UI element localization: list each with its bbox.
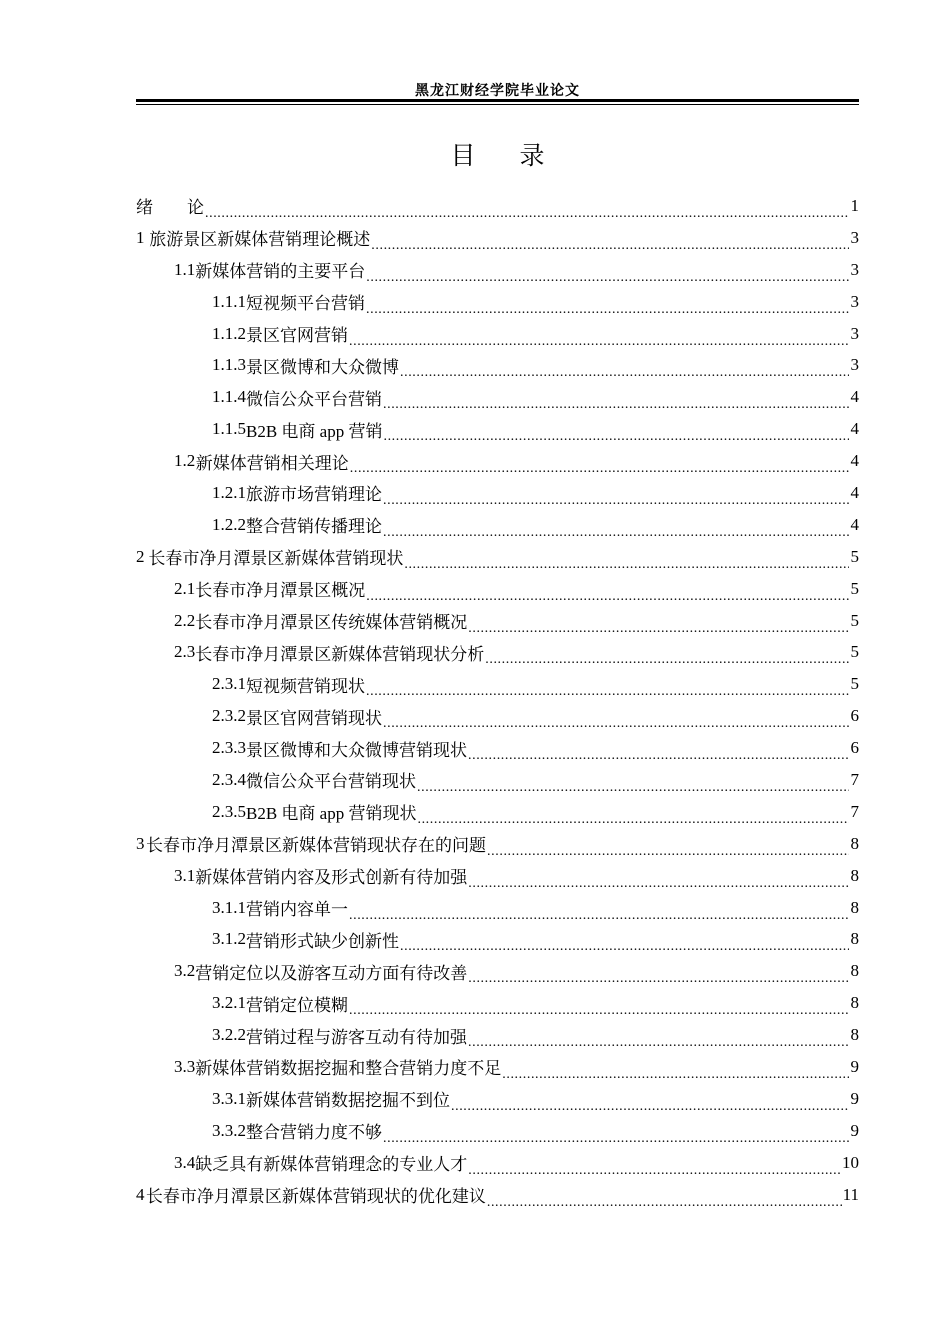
toc-entry[interactable] bbox=[136, 254, 859, 286]
toc-entry-label: 营销过程与游客互动有待加强 bbox=[246, 1027, 467, 1047]
toc-dot-leader bbox=[468, 744, 849, 760]
toc-entry-page: 4 bbox=[850, 387, 859, 407]
toc-dot-leader bbox=[468, 872, 849, 888]
toc-entry-page: 1 bbox=[850, 195, 859, 215]
toc-entry-page: 4 bbox=[850, 451, 859, 471]
toc-entry-page: 5 bbox=[850, 546, 859, 566]
toc-entry[interactable] bbox=[136, 349, 859, 381]
toc-entry-number: 3.3.2 bbox=[212, 1120, 246, 1140]
toc-entry[interactable] bbox=[136, 605, 859, 637]
toc-entry-label: 景区官网营销 bbox=[246, 326, 348, 345]
toc-dot-leader bbox=[417, 776, 849, 792]
toc-entry-number: 2.3 bbox=[174, 642, 196, 662]
toc-entry-number: 1.1.5 bbox=[212, 419, 246, 439]
toc-entry[interactable] bbox=[136, 892, 859, 924]
toc-entry-page: 5 bbox=[850, 610, 859, 630]
toc-dot-leader bbox=[468, 617, 849, 633]
toc-dot-leader bbox=[371, 234, 849, 250]
table-of-contents bbox=[136, 190, 859, 1211]
toc-dot-leader bbox=[349, 904, 849, 920]
toc-entry-number: 4 bbox=[136, 1184, 145, 1204]
toc-dot-leader bbox=[404, 553, 849, 569]
toc-dot-leader bbox=[383, 425, 849, 441]
toc-entry-label: 整合营销传播理论 bbox=[246, 517, 382, 537]
toc-entry-label: 长春市净月潭景区新媒体营销现状 bbox=[148, 549, 404, 569]
toc-dot-leader bbox=[205, 202, 849, 218]
toc-entry-number: 2.3.2 bbox=[212, 706, 246, 726]
toc-dot-leader bbox=[383, 1127, 849, 1143]
toc-entry-number: 3.1.2 bbox=[212, 929, 246, 949]
toc-entry-number: 2.3.1 bbox=[212, 674, 246, 694]
toc-entry-page: 6 bbox=[850, 706, 859, 726]
toc-entry-page: 8 bbox=[850, 961, 859, 981]
toc-entry-page: 8 bbox=[850, 1025, 859, 1045]
toc-title: 目录 bbox=[450, 141, 589, 170]
toc-entry-number: 3.2 bbox=[174, 961, 196, 981]
running-header: 黑龙江财经学院毕业论文 bbox=[415, 83, 580, 99]
toc-entry[interactable] bbox=[136, 923, 859, 955]
toc-entry-number: 1.2.1 bbox=[212, 482, 246, 502]
toc-entry-number: 3.3.1 bbox=[212, 1088, 246, 1108]
toc-entry-number: 2.3.5 bbox=[212, 801, 246, 821]
toc-entry-page: 8 bbox=[850, 929, 859, 949]
toc-entry-label: 旅游市场营销理论 bbox=[246, 485, 382, 505]
toc-entry[interactable] bbox=[136, 1147, 859, 1179]
toc-entry[interactable] bbox=[136, 318, 859, 350]
toc-dot-leader bbox=[417, 808, 849, 824]
toc-entry-number: 3.3 bbox=[174, 1056, 196, 1076]
header-rule-thick bbox=[136, 99, 859, 102]
toc-entry-number: 2.1 bbox=[174, 578, 196, 598]
toc-dot-leader bbox=[366, 680, 849, 696]
toc-entry-label: 微信公众平台营销 bbox=[246, 389, 382, 409]
toc-entry-page: 3 bbox=[850, 227, 859, 247]
toc-dot-leader bbox=[451, 1095, 849, 1111]
toc-entry-number: 3.2.1 bbox=[212, 993, 246, 1013]
toc-entry-page: 9 bbox=[850, 1056, 859, 1076]
toc-entry-page: 5 bbox=[850, 642, 859, 662]
toc-entry-number: 2.2 bbox=[174, 610, 196, 630]
toc-dot-leader bbox=[366, 585, 849, 601]
toc-entry[interactable] bbox=[136, 700, 859, 732]
toc-entry-page: 8 bbox=[850, 865, 859, 885]
toc-entry[interactable] bbox=[136, 541, 859, 573]
toc-entry-number: 2 bbox=[136, 546, 145, 566]
toc-entry-label: 短视频平台营销 bbox=[246, 294, 365, 314]
toc-entry-number: 3 bbox=[136, 833, 145, 853]
toc-entry-label: 整合营销力度不够 bbox=[246, 1123, 382, 1143]
toc-entry-page: 3 bbox=[850, 259, 859, 279]
toc-entry-label: 长春市净月潭景区新媒体营销现状存在的问题 bbox=[146, 836, 487, 856]
toc-entry-page: 5 bbox=[850, 578, 859, 598]
toc-entry-number: 1.1.1 bbox=[212, 291, 246, 311]
toc-entry[interactable] bbox=[136, 636, 859, 668]
toc-entry-page: 3 bbox=[850, 355, 859, 375]
toc-entry-page: 8 bbox=[850, 833, 859, 853]
header-rule-thin bbox=[136, 104, 859, 105]
toc-dot-leader bbox=[349, 330, 849, 346]
toc-entry[interactable] bbox=[136, 477, 859, 509]
toc-entry-label: B2B 电商 app 营销 bbox=[246, 421, 383, 441]
toc-entry-label: 景区官网营销现状 bbox=[246, 708, 382, 728]
toc-entry[interactable] bbox=[136, 381, 859, 413]
toc-entry-page: 4 bbox=[850, 514, 859, 534]
toc-dot-leader bbox=[468, 1159, 841, 1175]
toc-dot-leader bbox=[485, 648, 849, 664]
toc-entry-page: 8 bbox=[850, 993, 859, 1013]
toc-entry-label: 缺乏具有新媒体营销理念的专业人才 bbox=[195, 1155, 468, 1175]
toc-entry[interactable] bbox=[136, 764, 859, 796]
toc-entry-label: 微信公众平台营销现状 bbox=[246, 772, 416, 792]
toc-dot-leader bbox=[468, 1031, 849, 1047]
toc-dot-leader bbox=[502, 1063, 849, 1079]
toc-entry-label: 景区微博和大众微博 bbox=[246, 357, 399, 377]
toc-entry-number: 1.1 bbox=[174, 259, 196, 279]
toc-entry[interactable] bbox=[136, 828, 859, 860]
toc-entry[interactable] bbox=[136, 509, 859, 541]
toc-entry-label: 短视频营销现状 bbox=[246, 676, 365, 696]
toc-entry[interactable] bbox=[136, 668, 859, 700]
toc-entry-label: 新媒体营销数据挖掘不到位 bbox=[246, 1091, 450, 1111]
toc-entry-number: 3.2.2 bbox=[212, 1025, 246, 1045]
toc-entry[interactable] bbox=[136, 413, 859, 445]
toc-entry-label: 新媒体营销内容及形式创新有待加强 bbox=[195, 868, 468, 888]
toc-entry-page: 9 bbox=[850, 1120, 859, 1140]
toc-entry-label: 新媒体营销相关理论 bbox=[195, 453, 349, 473]
toc-entry-label: 新媒体营销的主要平台 bbox=[195, 262, 366, 282]
toc-entry[interactable] bbox=[136, 573, 859, 605]
toc-entry-number: 1.1.2 bbox=[212, 323, 246, 343]
toc-entry[interactable] bbox=[136, 445, 859, 477]
toc-entry-page: 5 bbox=[850, 674, 859, 694]
toc-dot-leader bbox=[366, 266, 849, 282]
toc-dot-leader bbox=[349, 999, 849, 1015]
toc-entry-number: 2.3.4 bbox=[212, 769, 246, 789]
toc-entry[interactable] bbox=[136, 955, 859, 987]
toc-entry-label: 长春市净月潭景区传统媒体营销概况 bbox=[195, 613, 468, 633]
toc-entry[interactable] bbox=[136, 1179, 859, 1211]
toc-entry[interactable] bbox=[136, 190, 859, 222]
toc-entry-label: 新媒体营销数据挖掘和整合营销力度不足 bbox=[195, 1059, 502, 1079]
toc-entry-page: 10 bbox=[842, 1152, 859, 1172]
toc-dot-leader bbox=[468, 967, 849, 983]
toc-entry-label: 旅游景区新媒体营销理论概述 bbox=[149, 230, 371, 250]
toc-entry-number: 1 bbox=[136, 227, 145, 247]
toc-dot-leader bbox=[487, 840, 849, 856]
toc-entry-page: 4 bbox=[850, 419, 859, 439]
toc-entry[interactable] bbox=[136, 987, 859, 1019]
toc-dot-leader bbox=[350, 457, 849, 473]
toc-entry-number: 1.2 bbox=[174, 451, 196, 471]
toc-entry-label: 营销定位以及游客互动方面有待改善 bbox=[195, 963, 468, 983]
toc-entry[interactable] bbox=[136, 1083, 859, 1115]
toc-dot-leader bbox=[400, 361, 849, 377]
toc-entry[interactable] bbox=[136, 860, 859, 892]
toc-dot-leader bbox=[383, 489, 849, 505]
toc-entry-number: 3.1.1 bbox=[212, 897, 246, 917]
toc-entry-number: 3.1 bbox=[174, 865, 196, 885]
toc-dot-leader bbox=[366, 298, 849, 314]
toc-entry-page: 4 bbox=[850, 482, 859, 502]
toc-entry-label: B2B 电商 app 营销现状 bbox=[246, 804, 417, 824]
toc-entry-number: 3.4 bbox=[174, 1152, 196, 1172]
toc-entry-page: 6 bbox=[850, 738, 859, 758]
toc-entry-page: 11 bbox=[842, 1184, 859, 1204]
toc-entry[interactable] bbox=[136, 732, 859, 764]
toc-entry-label: 营销形式缺少创新性 bbox=[246, 931, 399, 951]
toc-entry-page: 3 bbox=[850, 323, 859, 343]
toc-entry-page: 9 bbox=[850, 1088, 859, 1108]
toc-entry-page: 7 bbox=[850, 801, 859, 821]
toc-entry-number: 2.3.3 bbox=[212, 738, 246, 758]
toc-entry-label: 长春市净月潭景区新媒体营销现状的优化建议 bbox=[145, 1187, 486, 1207]
toc-entry-number: 1.1.4 bbox=[212, 387, 246, 407]
toc-entry-number: 1.1.3 bbox=[212, 355, 246, 375]
toc-entry[interactable] bbox=[136, 796, 859, 828]
toc-dot-leader bbox=[383, 712, 849, 728]
toc-entry[interactable] bbox=[136, 1051, 859, 1083]
toc-entry-page: 7 bbox=[850, 769, 859, 789]
toc-entry-label: 长春市净月潭景区新媒体营销现状分析 bbox=[195, 644, 485, 664]
toc-entry[interactable] bbox=[136, 1115, 859, 1147]
toc-dot-leader bbox=[487, 1191, 842, 1207]
toc-entry[interactable] bbox=[136, 222, 859, 254]
toc-entry-page: 3 bbox=[850, 291, 859, 311]
toc-entry-label: 绪 论 bbox=[136, 198, 204, 218]
toc-entry-label: 景区微博和大众微博营销现状 bbox=[246, 740, 467, 760]
toc-entry[interactable] bbox=[136, 1019, 859, 1051]
toc-entry-number: 1.2.2 bbox=[212, 514, 246, 534]
toc-entry-label: 营销内容单一 bbox=[246, 900, 348, 920]
toc-entry-label: 营销定位模糊 bbox=[246, 995, 348, 1015]
toc-entry-page: 8 bbox=[850, 897, 859, 917]
toc-dot-leader bbox=[400, 935, 849, 951]
toc-dot-leader bbox=[383, 393, 849, 409]
toc-entry[interactable] bbox=[136, 286, 859, 318]
toc-dot-leader bbox=[383, 521, 849, 537]
toc-entry-label: 长春市净月潭景区概况 bbox=[195, 581, 366, 601]
